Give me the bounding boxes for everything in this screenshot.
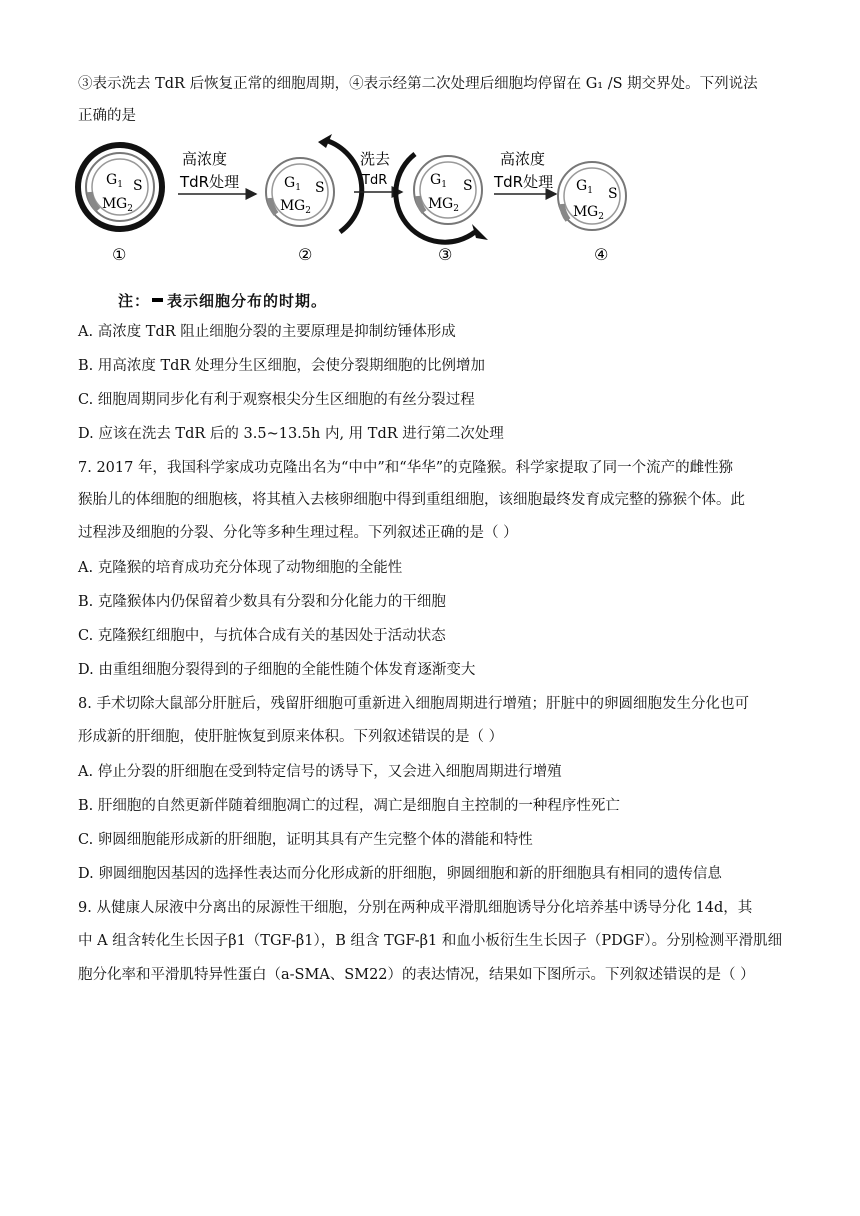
svg-text:TdR处理: TdR处理: [180, 173, 240, 191]
q6-option-a: A. 高浓度 TdR 阻止细胞分裂的主要原理是抑制纺锤体形成: [78, 324, 456, 340]
cell-cycle-2: [266, 134, 362, 232]
phase-s: S: [133, 178, 143, 194]
phase-g2: $G_2$: [116, 196, 133, 214]
phase-m: M: [280, 198, 295, 214]
q7-option-c: C. 克隆猴红细胞中，与抗体合成有关的基因处于活动状态: [78, 628, 446, 644]
diagram-label-4: ④: [594, 245, 609, 264]
svg-text:高浓度: 高浓度: [500, 150, 546, 168]
q8-stem-line-2: 形成新的肝细胞，使肝脏恢复到原来体积。下列叙述错误的是（ ）: [78, 729, 504, 745]
arrow-3: [493, 150, 556, 194]
diagram-label-2: ②: [298, 245, 313, 264]
phase-s: S: [608, 186, 618, 202]
q7-option-b: B. 克隆猴体内仍保留着少数具有分裂和分化能力的干细胞: [78, 594, 446, 610]
phase-g1: $G_1$: [430, 172, 447, 190]
phase-m: M: [102, 196, 117, 212]
q7-option-a: A. 克隆猴的培育成功充分体现了动物细胞的全能性: [78, 560, 403, 576]
q7-stem-line-1: 7. 2017 年，我国科学家成功克隆出名为“中中”和“华华”的克隆猴。科学家提取了同一个流产的雌性猕: [78, 460, 734, 476]
q9-stem-line-1: 9. 从健康人尿液中分离出的尿源性干细胞，分别在两种成平滑肌细胞诱导分化培养基中诱导分化 14d，其: [78, 900, 753, 916]
q9-stem-line-3: 胞分化率和平滑肌特异性蛋白（a-SMA、SM22）的表达情况，结果如下图所示。下列叙述错误的是（ ）: [78, 967, 755, 983]
legend-bar-icon: [152, 298, 163, 302]
phase-m: M: [428, 196, 443, 212]
phase-g1: $G_1$: [284, 175, 301, 193]
q8-option-c: C. 卵圆细胞能形成新的肝细胞，证明其具有产生完整个体的潜能和特性: [78, 832, 533, 848]
q8-option-b: B. 肝细胞的自然更新伴随着细胞凋亡的过程，凋亡是细胞自主控制的一种程序性死亡: [78, 798, 620, 814]
svg-text:TdR: TdR: [362, 173, 388, 188]
svg-text:TdR处理: TdR处理: [494, 173, 554, 191]
phase-m: M: [573, 204, 588, 220]
intro-line-2: 正确的是: [78, 108, 136, 124]
q6-option-c: C. 细胞周期同步化有利于观察根尖分生区细胞的有丝分裂过程: [78, 392, 475, 408]
phase-s: S: [315, 180, 325, 196]
phase-g2: $G_2$: [442, 196, 459, 214]
svg-text:高浓度: 高浓度: [182, 150, 228, 168]
phase-s: S: [463, 178, 473, 194]
q9-stem-line-2: 中 A 组含转化生长因子β1（TGF-β1），B 组含 TGF-β1 和血小板衍生生长因子（PDGF）。分别检测平滑肌细: [78, 933, 783, 949]
q6-option-b: B. 用高浓度 TdR 处理分生区细胞，会使分裂期细胞的比例增加: [78, 358, 485, 374]
q8-option-d: D. 卵圆细胞因基因的选择性表达而分化形成新的肝细胞，卵圆细胞和新的肝细胞具有相同的遗传信息: [78, 866, 722, 882]
phase-g2: $G_2$: [587, 204, 604, 222]
q8-option-a: A. 停止分裂的肝细胞在受到特定信号的诱导下，又会进入细胞周期进行增殖: [78, 764, 562, 780]
cell-cycle-1: [78, 145, 162, 229]
phase-g1: $G_1$: [106, 172, 123, 190]
q7-stem-line-2: 猴胎儿的体细胞的细胞核，将其植入去核卵细胞中得到重组细胞，该细胞最终发育成完整的猕猴个体。此: [78, 492, 745, 508]
note-prefix: 注：: [118, 292, 151, 310]
diagram-note: [118, 290, 327, 311]
q8-stem-line-1: 8. 手术切除大鼠部分肝脏后，残留肝细胞可重新进入细胞周期进行增殖；肝脏中的卵圆细胞发生分化也可: [78, 696, 749, 712]
diagram-label-1: ①: [112, 245, 127, 264]
diagram-label-3: ③: [438, 245, 453, 264]
q7-stem-line-3: 过程涉及细胞的分裂、分化等多种生理过程。下列叙述正确的是（ ）: [78, 525, 518, 541]
cell-cycle-diagram: [70, 132, 750, 272]
svg-text:洗去: 洗去: [360, 150, 391, 168]
q6-option-d: D. 应该在洗去 TdR 后的 3.5~13.5h 内, 用 TdR 进行第二次处理: [78, 426, 504, 442]
intro-line-1: ③表示洗去 TdR 后恢复正常的细胞周期，④表示经第二次处理后细胞均停留在 G₁ /S 期交界处。下列说法: [78, 76, 758, 92]
arrow-1: [178, 150, 256, 194]
phase-g2: $G_2$: [294, 198, 311, 216]
cell-cycle-3: [396, 154, 488, 242]
note-text: 表示细胞分布的时期。: [167, 292, 328, 310]
q7-option-d: D. 由重组细胞分裂得到的子细胞的全能性随个体发育逐渐变大: [78, 662, 476, 678]
phase-g1: $G_1$: [576, 178, 593, 196]
cell-cycle-4: [558, 162, 626, 230]
